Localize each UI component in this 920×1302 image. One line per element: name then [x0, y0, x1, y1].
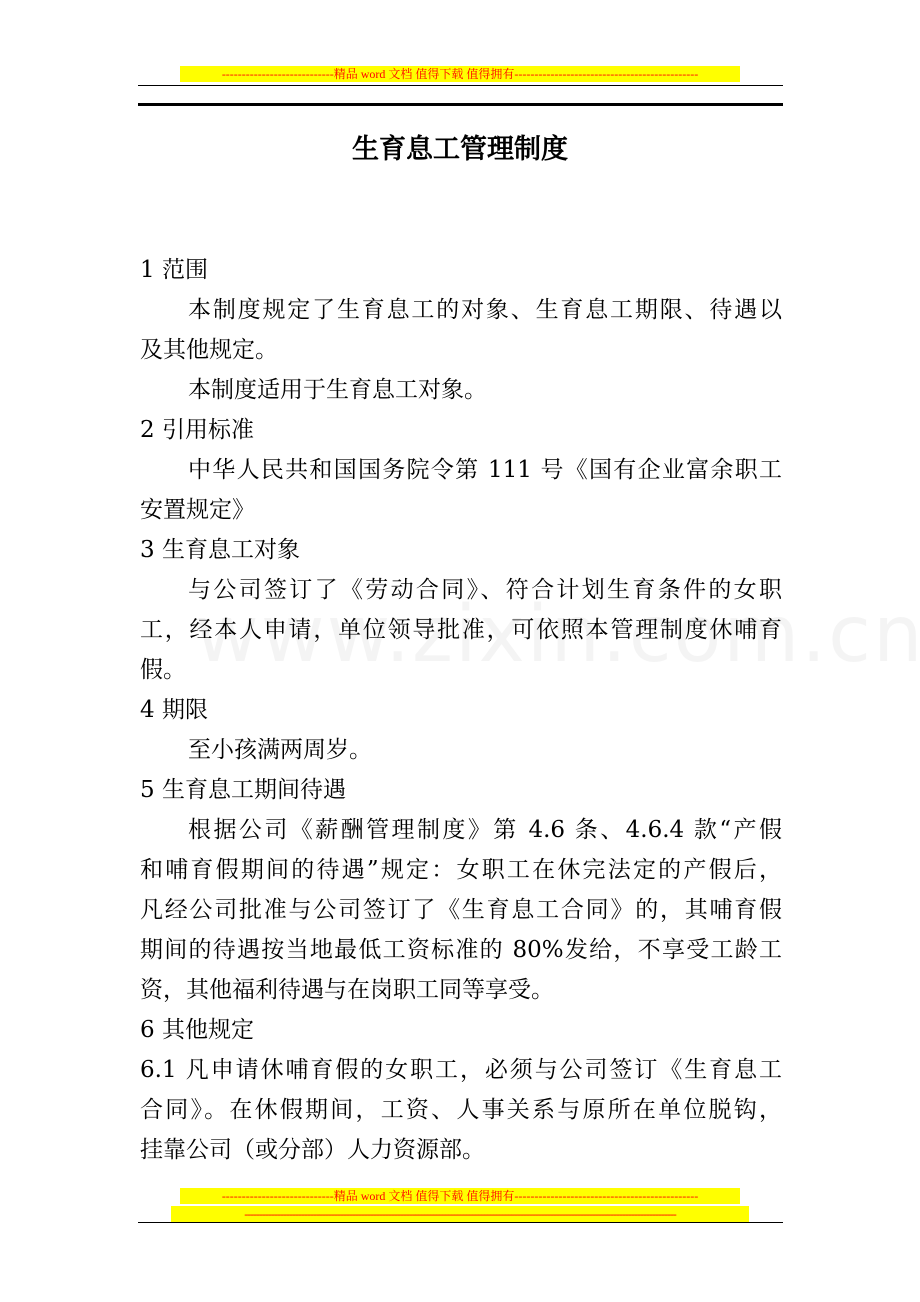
- paragraph-line: 假。: [140, 657, 186, 683]
- footer-rule: [138, 1222, 783, 1223]
- paragraph-line: 工，经本人申请，单位领导批准，可依照本管理制度休哺育: [140, 617, 782, 643]
- section-heading-duration: 4 期限: [140, 697, 208, 723]
- header-banner: ----------------------------精品 word 文档 值得下载 值得拥有----------------------------------------------: [180, 66, 740, 82]
- paragraph-line: 至小孩满两周岁。: [188, 737, 372, 763]
- footer-dash-banner: ------------------------------------------------------------------------------------------------------------------------------------------------: [171, 1206, 749, 1222]
- paragraph-line: 和哺育假期间的待遇”规定：女职工在休完法定的产假后，: [140, 857, 782, 883]
- paragraph-line: 6.1 凡申请休哺育假的女职工，必须与公司签订《生育息工: [140, 1057, 782, 1083]
- document-title: 生育息工管理制度: [352, 134, 568, 165]
- paragraph-line: 资，其他福利待遇与在岗职工同等享受。: [140, 977, 554, 1003]
- section-heading-scope: 1 范围: [140, 257, 208, 283]
- section-heading-eligibility: 3 生育息工对象: [140, 537, 300, 563]
- document-body: [140, 250, 782, 1170]
- paragraph-line: 中华人民共和国国务院令第 111 号《国有企业富余职工: [188, 457, 782, 483]
- footer-banner: ----------------------------精品 word 文档 值得下载 值得拥有----------------------------------------------: [180, 1188, 740, 1204]
- header-rule-thick: [138, 103, 783, 106]
- paragraph-line: 安置规定》: [140, 497, 255, 523]
- paragraph-line: 凡经公司批准与公司签订了《生育息工合同》的，其哺育假: [140, 897, 782, 923]
- paragraph-line: 根据公司《薪酬管理制度》第 4.6 条、4.6.4 款“产假: [188, 817, 782, 843]
- paragraph-line: 及其他规定。: [140, 337, 278, 363]
- paragraph-line: 本制度规定了生育息工的对象、生育息工期限、待遇以: [188, 297, 782, 323]
- paragraph-line: 合同》。在休假期间，工资、人事关系与原所在单位脱钩，: [140, 1097, 782, 1123]
- section-heading-benefits: 5 生育息工期间待遇: [140, 777, 346, 803]
- paragraph-line: 本制度适用于生育息工对象。: [188, 377, 487, 403]
- paragraph-line: 挂靠公司（或分部）人力资源部。: [140, 1137, 485, 1163]
- section-heading-references: 2 引用标准: [140, 417, 254, 443]
- paragraph-line: 期间的待遇按当地最低工资标准的 80%发给，不享受工龄工: [140, 937, 782, 963]
- section-heading-other: 6 其他规定: [140, 1017, 254, 1043]
- paragraph-line: 与公司签订了《劳动合同》、符合计划生育条件的女职: [188, 577, 782, 603]
- header-rule-thin: [138, 85, 783, 86]
